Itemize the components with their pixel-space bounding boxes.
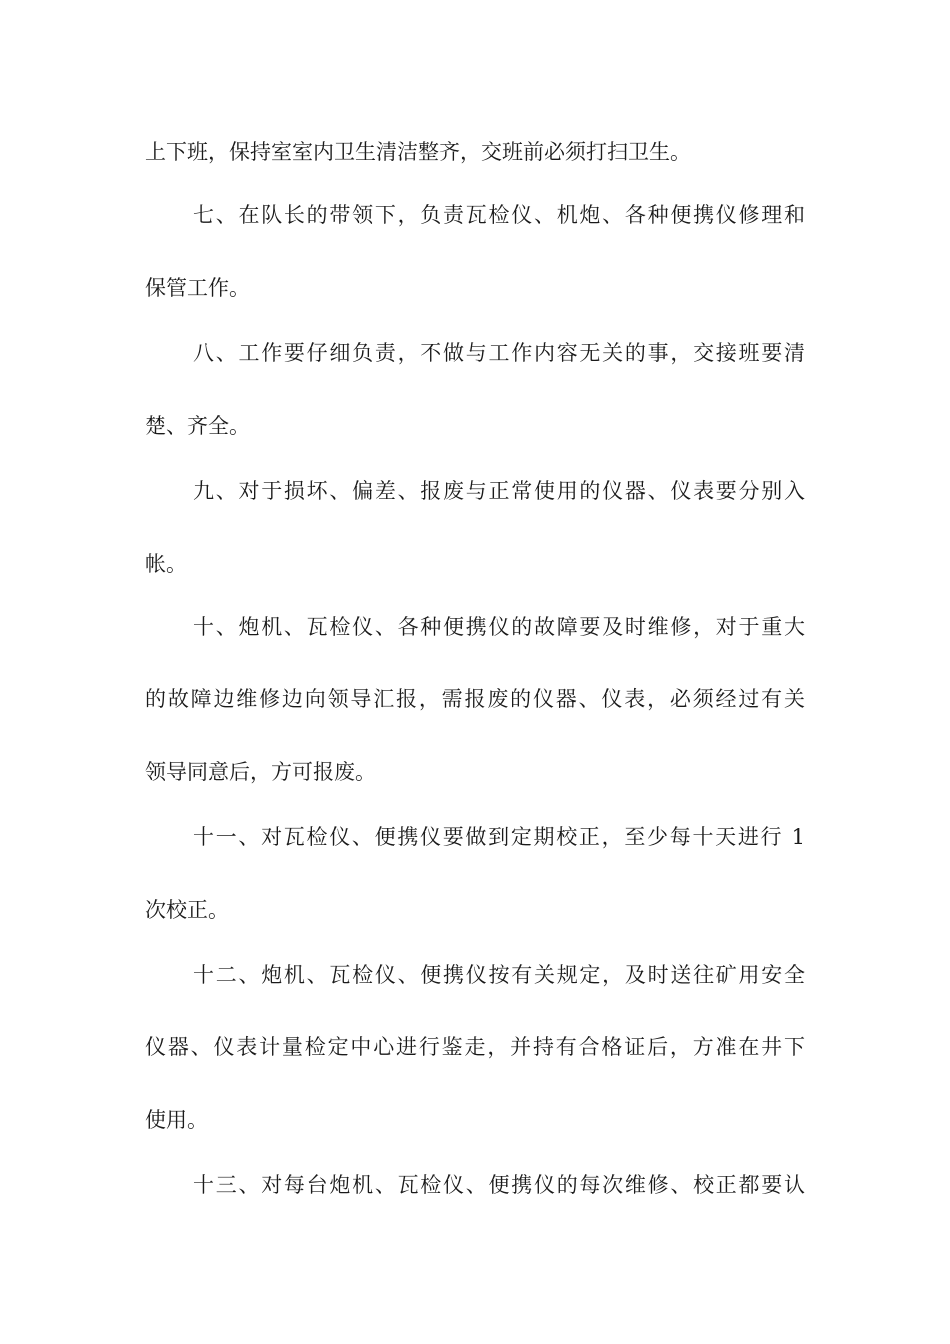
clause-7-line-1: 七、在队长的带领下，负责瓦检仪、机炮、各种便携仪修理和: [193, 203, 805, 227]
clause-9-line-2: 帐。: [145, 552, 187, 576]
clause-9-line-1: 九、对于损坏、偏差、报废与正常使用的仪器、仪表要分别入: [193, 479, 805, 503]
text-line-1: 上下班，保持室室内卫生清洁整齐，交班前必须打扫卫生。: [145, 140, 691, 164]
clause-12-line-2: 仪器、仪表计量检定中心进行鉴走，并持有合格证后，方准在井下: [145, 1035, 805, 1059]
clause-8-line-1: 八、工作要仔细负责，不做与工作内容无关的事，交接班要清: [193, 341, 805, 365]
clause-10-line-1: 十、炮机、瓦检仪、各种便携仪的故障要及时维修，对于重大: [193, 615, 805, 639]
clause-7-line-2: 保管工作。: [145, 276, 250, 300]
clause-10-line-2: 的故障边维修边向领导汇报，需报废的仪器、仪表，必须经过有关: [145, 687, 805, 711]
clause-8-line-2: 楚、齐全。: [145, 414, 250, 438]
clause-12-line-3: 使用。: [145, 1108, 208, 1132]
clause-11-line-2: 次校正。: [145, 898, 229, 922]
clause-12-line-1: 十二、炮机、瓦检仪、便携仪按有关规定，及时送往矿用安全: [193, 963, 805, 987]
clause-11-line-1: 十一、对瓦检仪、便携仪要做到定期校正，至少每十天进行 1: [193, 825, 805, 849]
clause-10-line-3: 领导同意后，方可报废。: [145, 760, 376, 784]
clause-13-line-1: 十三、对每台炮机、瓦检仪、便携仪的每次维修、校正都要认: [193, 1173, 805, 1197]
